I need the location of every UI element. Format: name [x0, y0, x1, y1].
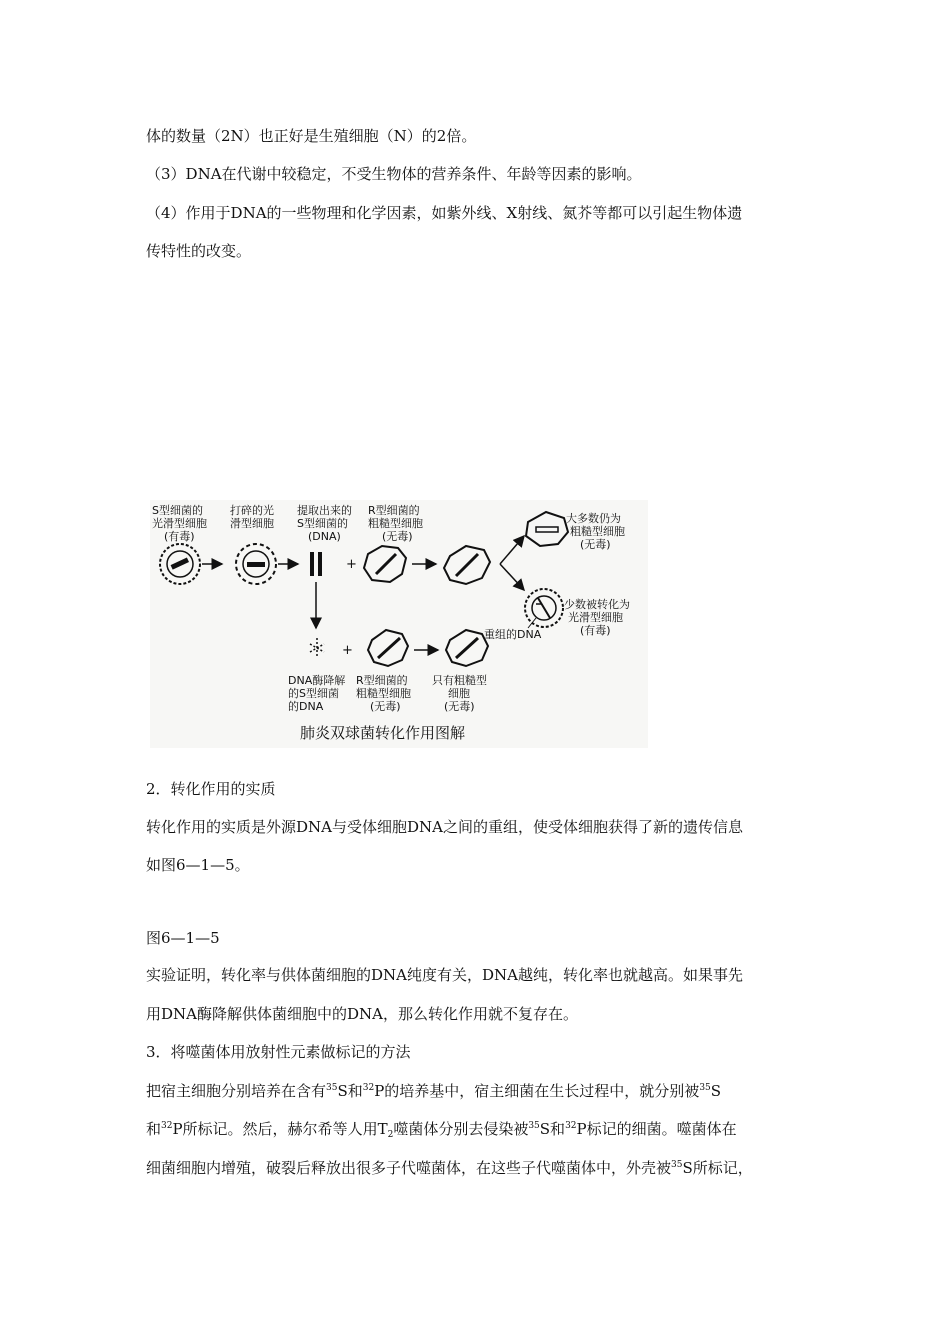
arrow: [500, 536, 524, 564]
paragraph-line: 体的数量（2N）也正好是生殖细胞（N）的2倍。: [146, 127, 477, 145]
figure-caption: 肺炎双球菌转化作用图解: [300, 724, 466, 742]
broken-cell-label: 打碎的光 滑型细胞: [230, 504, 274, 530]
r-cell-icon: [368, 630, 408, 666]
recombined-dna-label: 重组的DNA: [484, 628, 542, 641]
paragraph-line: 转化作用的实质是外源DNA与受体细胞DNA之间的重组，使受体细胞获得了新的遗传信息: [146, 818, 743, 836]
r-cell-label: R型细菌的 粗糙型细胞 (无毒): [368, 504, 423, 543]
s-cell-label: S型细菌的 光滑型细胞 (有毒): [152, 504, 207, 543]
minority-label: 少数被转化为 光滑型细胞 (有毒): [564, 598, 630, 637]
paragraph-line: 和$^{32}$P所标记。然后，赫尔希等人用$T_2$噬菌体分别去侵染被$^{35}$S和$^{32}$P标记的细菌。噬菌体在: [146, 1120, 737, 1140]
plus-sign: +: [346, 557, 357, 572]
paragraph-line: 实验证明，转化率与供体菌细胞的DNA纯度有关，DNA越纯，转化率也就越高。如果事先: [146, 966, 743, 984]
rough-cell-icon: [446, 630, 488, 666]
figure-diagram: [150, 500, 648, 748]
r-cell-2-label: R型细菌的 粗糙型细胞 (无毒): [356, 674, 411, 713]
paragraph-line: （3）DNA在代谢中较稳定，不受生物体的营养条件、年龄等因素的影响。: [146, 165, 642, 183]
paragraph-line: 传特性的改变。: [146, 242, 252, 260]
only-rough-label: 只有粗糙型 细胞 (无毒): [432, 674, 487, 713]
broken-cell-icon: [236, 544, 276, 584]
dna-icon: [310, 552, 322, 576]
paragraph-line: 用DNA酶降解供体菌细胞中的DNA，那么转化作用就不复存在。: [146, 1005, 578, 1023]
degraded-dna-icon: [310, 638, 324, 658]
degraded-dna-label: DNA酶降解 的S型细菌 的DNA: [288, 674, 346, 713]
section-heading: 2．转化作用的实质: [146, 780, 276, 798]
smooth-cell-icon: [525, 589, 563, 627]
figure-reference: 图6—1—5: [146, 929, 220, 947]
paragraph-line: 如图6—1—5。: [146, 856, 250, 874]
transformation-figure: [150, 500, 648, 748]
paragraph-line: 细菌细胞内增殖，破裂后释放出很多子代噬菌体，在这些子代噬菌体中，外壳被$^{35}$S所标记，: [146, 1159, 753, 1177]
paragraph-line: 把宿主细胞分别培养在含有$^{35}$S和$^{32}$P的培养基中，宿主细菌在生长过程中，就分别被$^{35}$S: [146, 1082, 722, 1100]
section-heading: 3．将噬菌体用放射性元素做标记的方法: [146, 1043, 411, 1061]
majority-label: 大多数仍为 粗糙型细胞 (无毒): [566, 512, 625, 551]
paragraph-line: （4）作用于DNA的一些物理和化学因素，如紫外线、X射线、氮芥等都可以引起生物体遗: [146, 204, 743, 222]
rough-cell-icon: [526, 512, 568, 546]
dna-extract-label: 提取出来的 S型细菌的 (DNA): [297, 504, 352, 543]
arrow: [500, 564, 524, 590]
plus-sign: +: [342, 643, 353, 658]
r-cell-icon: [364, 546, 406, 582]
s-cell-icon: [160, 544, 200, 584]
mixed-cell-icon: [444, 546, 490, 584]
